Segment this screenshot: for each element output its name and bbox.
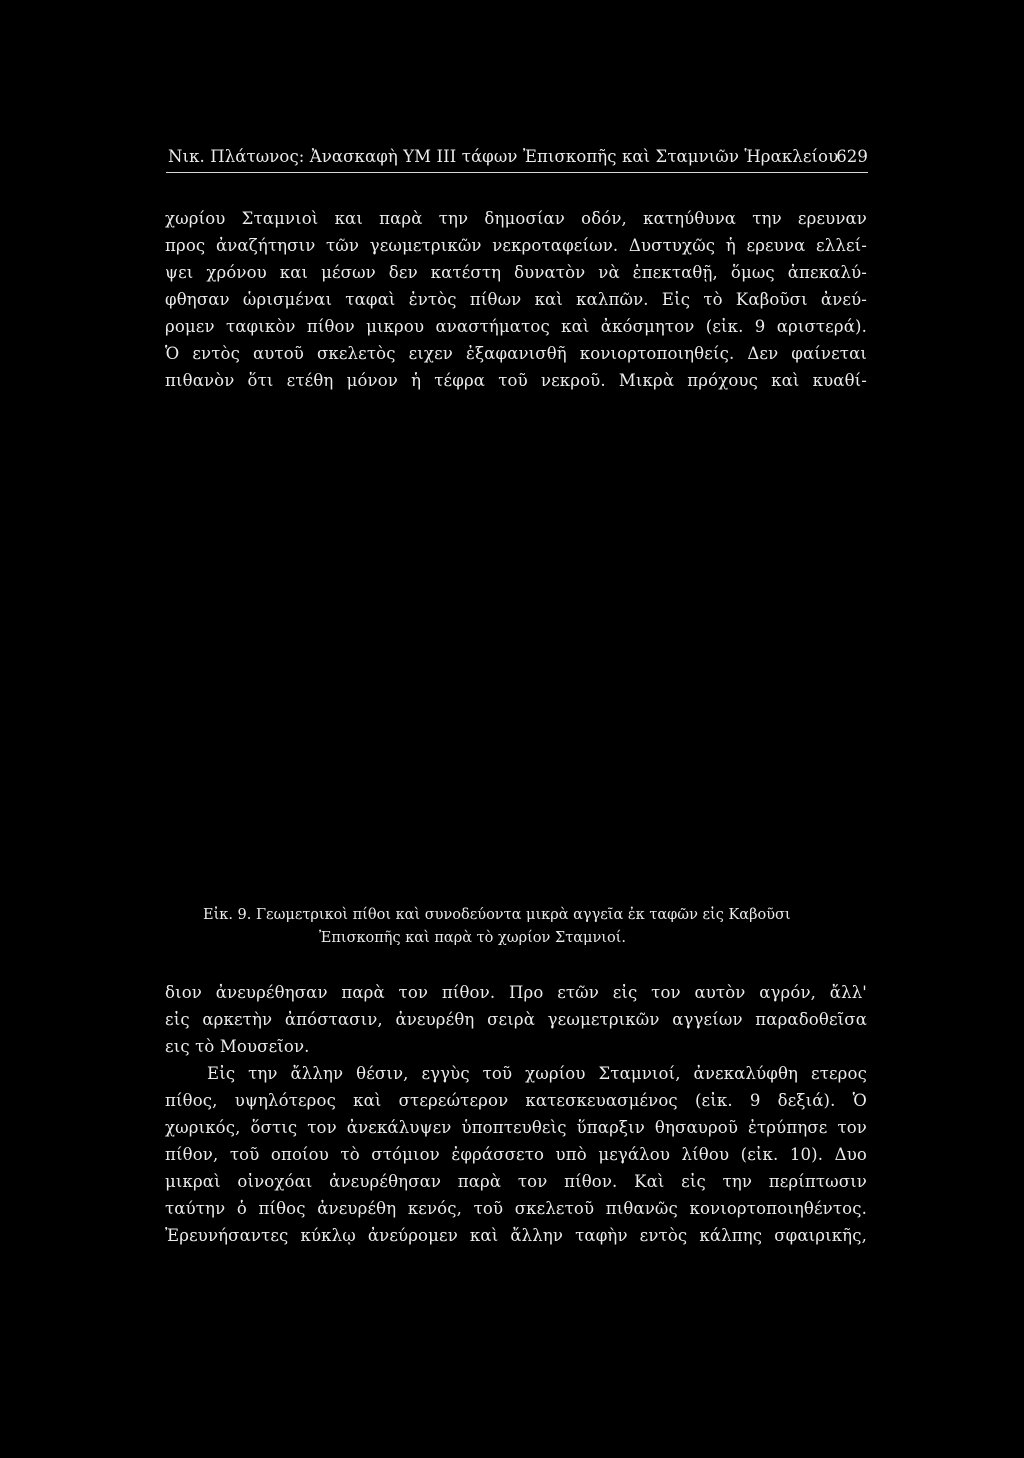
text-line: χωρικός, ὅστις τον ἀνεκάλυψεν ὑποπτευθεὶς ὕπαρξιν θησαυροῦ ἐτρύπησε τον bbox=[165, 1118, 867, 1137]
text-line: Ἐρευνήσαντες κύκλῳ ἀνεύρομεν καὶ ἄλλην ταφὴν εντὸς κάλπης σφαιρικῆς, bbox=[165, 1226, 867, 1245]
text-line: ρομεν ταφικὸν πίθον μικρου αναστήματος καὶ ἀκόσμητον (εἰκ. 9 αριστερά). bbox=[165, 317, 867, 336]
caption-text-1: Γεωμετρικοὶ πίθοι καὶ συνοδεύοντα μικρὰ αγγεῖα ἐκ ταφῶν εἰς Καβοῦσι bbox=[256, 907, 791, 923]
figure-photo bbox=[165, 395, 867, 885]
text-line: εἰς αρκετὴν ἀπόστασιν, ἀνευρέθη σειρὰ γεωμετρικῶν αγγείων παραδοθεῖσα bbox=[165, 1010, 867, 1029]
caption-text-2: Ἐπισκοπῆς καὶ παρὰ τὸ χωρίον Σταμνιοί. bbox=[319, 930, 626, 946]
text-line: Ὁ εντὸς αυτοῦ σκελετὸς ειχεν ἐξαφανισθῆ κονιορτοποιηθείς. Δεν φαίνεται bbox=[165, 344, 867, 363]
text-line: μικραὶ οἰνοχόαι ἀνευρέθησαν παρὰ τον πίθον. Καὶ εἰς την περίπτωσιν bbox=[165, 1172, 867, 1191]
text-line: εις τὸ Μουσεῖον. bbox=[165, 1037, 310, 1056]
header-rule bbox=[166, 172, 868, 173]
text-line: διον ἀνευρέθησαν παρὰ τον πίθον. Προ ετῶν εἰς τον αυτὸν αγρόν, ἄλλ' bbox=[165, 983, 867, 1002]
text-line: χωρίου Σταμνιοὶ και παρὰ την δημοσίαν οδόν, κατηύθυνα την ερευναν bbox=[165, 209, 867, 228]
text-line: ψει χρόνου και μέσων δεν κατέστη δυνατὸν νὰ ἐπεκταθῇ, ὅμως ἀπεκαλύ- bbox=[165, 263, 867, 282]
text-line: πίθον, τοῦ οποίου τὸ στόμιον ἐφράσσετο υπὸ μεγάλου λίθου (εἰκ. 10). Δυο bbox=[165, 1145, 867, 1164]
text-line: πιθανὸν ὅτι ετέθη μόνον ἡ τέφρα τοῦ νεκροῦ. Μικρὰ πρόχους καὶ κυαθί- bbox=[165, 371, 867, 390]
text-line: Εἰς την ἄλλην θέσιν, εγγὺς τοῦ χωρίου Σταμνιοί, ἀνεκαλύφθη ετερος bbox=[207, 1064, 867, 1083]
text-line: πίθος, υψηλότερος καὶ στερεώτερον κατεσκευασμένος (εἰκ. 9 δεξιά). Ὁ bbox=[165, 1091, 867, 1110]
page-number: 629 bbox=[836, 147, 868, 166]
caption-line-1 bbox=[203, 906, 791, 924]
text-line: ταύτην ὁ πίθος ἀνευρέθη κενός, τοῦ σκελετοῦ πιθανῶς κονιορτοποιηθέντος. bbox=[165, 1199, 867, 1218]
running-head bbox=[168, 147, 868, 166]
caption-label: Εἰκ. 9. bbox=[203, 907, 252, 923]
text-line: προς ἀναζήτησιν τῶν γεωμετρικῶν νεκροταφείων. Δυστυχῶς ἡ ερευνα ελλεί- bbox=[165, 236, 867, 255]
text-line: φθησαν ὡρισμέναι ταφαὶ ἐντὸς πίθων καὶ καλπῶν. Εἰς τὸ Καβοῦσι ἀνεύ- bbox=[165, 290, 867, 309]
running-title: Νικ. Πλάτωνος: Ἀνασκαφὴ ΥΜ ΙΙΙ τάφων Ἐπισκοπῆς καὶ Σταμνιῶν Ἡρακλείου bbox=[168, 147, 839, 166]
